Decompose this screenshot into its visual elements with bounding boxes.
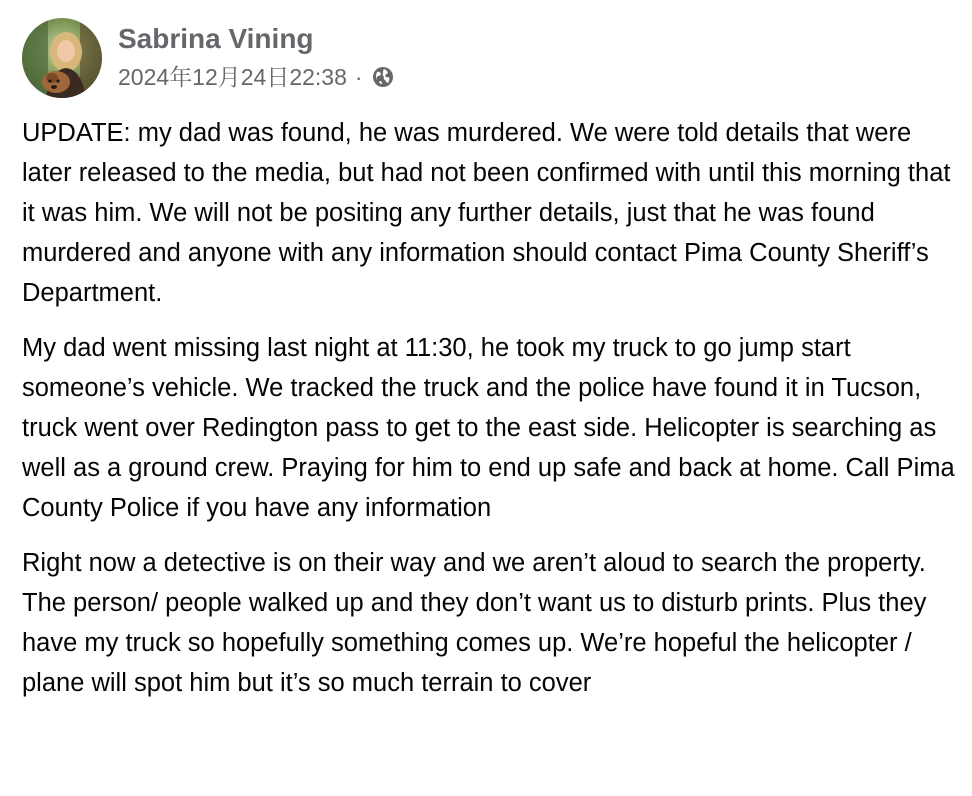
- post-timestamp[interactable]: 2024年12月24日22:38: [118, 64, 347, 90]
- avatar[interactable]: [22, 18, 102, 98]
- post-header: [22, 18, 395, 98]
- post-paragraph-3: Right now a detective is on their way and we aren’t aloud to search the property. The person/ people walked up and they don’t want us to disturb prints. Plus they have my truck so hopefully something comes up. We’re hopeful the helicopter / plane will spot him but it’s so much terrain to cover: [22, 549, 927, 697]
- post-paragraph-1: UPDATE: my dad was found, he was murdered. We were told details that were later released to the media, but had not been confirmed with until this morning that it was him. We will not be positing any further details, just that he was found murdered and anyone with any information should contact Pima County Sheriff’s Department.: [22, 119, 951, 307]
- post-body: [22, 113, 962, 718]
- author-name[interactable]: Sabrina Vining: [118, 23, 314, 54]
- separator-dot: ·: [354, 64, 363, 90]
- avatar-photo: [22, 18, 102, 98]
- globe-icon[interactable]: [371, 65, 395, 89]
- post-subline: [118, 62, 395, 92]
- post-paragraph-2: My dad went missing last night at 11:30, he took my truck to go jump start someone’s vehicle. We tracked the truck and the police have found it in Tucson, truck went over Redington pass to get to the east side. Helicopter is searching as well as a ground crew. Praying for him to end up safe and back at home. Call Pima County Police if you have any information: [22, 334, 955, 522]
- post-meta: [118, 18, 395, 92]
